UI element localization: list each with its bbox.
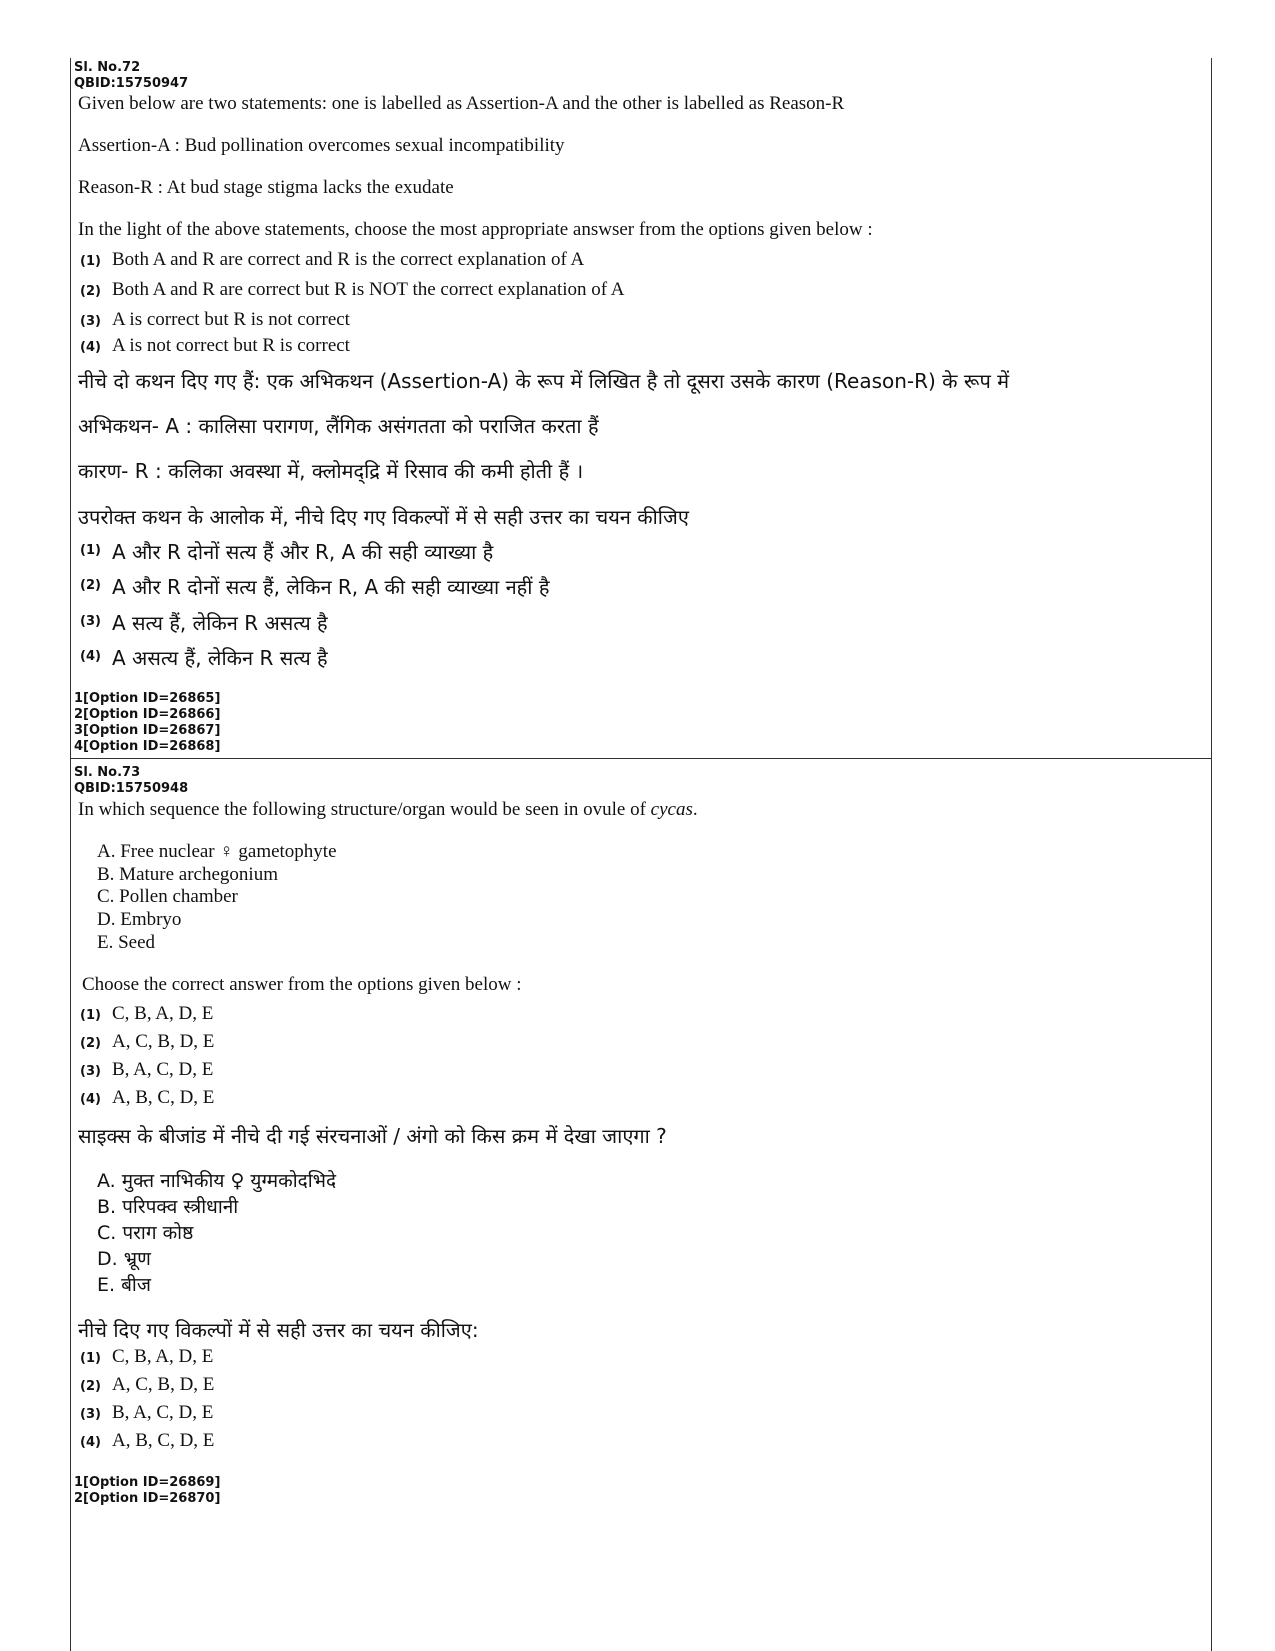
option-text: C, B, A, D, E <box>112 1003 214 1024</box>
list-item: C. Pollen chamber <box>97 886 238 907</box>
qbid: QBID:15750947 <box>74 76 189 91</box>
option-number: (3) <box>80 1064 101 1079</box>
serial-number: Sl. No.72 <box>74 60 141 75</box>
option-text: A, B, C, D, E <box>112 1087 215 1108</box>
option-id: 4[Option ID=26868] <box>74 739 221 754</box>
option-number: (1) <box>80 254 101 269</box>
option-text: Both A and R are correct but R is NOT the correct explanation of A <box>112 279 625 300</box>
option-id: 2[Option ID=26870] <box>74 1491 221 1506</box>
list-item: A. Free nuclear ♀ gametophyte <box>97 841 337 862</box>
option-text: A, C, B, D, E <box>112 1031 215 1052</box>
question-intro: Given below are two statements: one is labelled as Assertion-A and the other is labelled as Reason-R <box>78 93 845 114</box>
instruction-text-hindi: नीचे दिए गए विकल्पों में से सही उत्तर का चयन कीजिए: <box>78 1318 479 1342</box>
option-text: B, A, C, D, E <box>112 1402 214 1423</box>
option-text: A, C, B, D, E <box>112 1374 215 1395</box>
list-item: D. Embryo <box>97 909 182 930</box>
option-text: A और R दोनों सत्य हैं, लेकिन R, A की सही व्याख्या नहीं है <box>112 575 550 599</box>
list-item: E. Seed <box>97 932 156 953</box>
list-item: C. पराग कोष्ठ <box>97 1222 194 1244</box>
instruction-text: Choose the correct answer from the options given below : <box>82 974 522 995</box>
option-text: A is correct but R is not correct <box>112 309 350 330</box>
assertion-text: Assertion-A : Bud pollination overcomes sexual incompatibility <box>78 135 565 156</box>
assertion-text-hindi: अभिकथन- A : कालिसा परागण, लैंगिक असंगतता को पराजित करता हैं <box>78 414 599 438</box>
option-id: 3[Option ID=26867] <box>74 723 221 738</box>
question-text-hindi: साइक्स के बीजांड में नीचे दी गई संरचनाओं / अंगो को किस क्रम में देखा जाएगा ? <box>78 1124 667 1148</box>
option-text: A सत्य हैं, लेकिन R असत्य है <box>112 611 328 635</box>
question-text-italic: cycas <box>650 799 693 820</box>
option-number: (4) <box>80 649 101 664</box>
option-number: (3) <box>80 1407 101 1422</box>
list-item: D. भ्रूण <box>97 1248 151 1270</box>
option-number: (3) <box>80 314 101 329</box>
option-text: A असत्य हैं, लेकिन R सत्य है <box>112 646 328 670</box>
option-number: (4) <box>80 1092 101 1107</box>
question-divider <box>70 758 1211 759</box>
option-text: C, B, A, D, E <box>112 1346 214 1367</box>
option-text: B, A, C, D, E <box>112 1059 214 1080</box>
option-text: A, B, C, D, E <box>112 1430 215 1451</box>
option-number: (3) <box>80 614 101 629</box>
option-number: (1) <box>80 543 101 558</box>
option-id: 2[Option ID=26866] <box>74 707 221 722</box>
option-number: (2) <box>80 1036 101 1051</box>
question-text <box>78 799 698 821</box>
reason-text: Reason-R : At bud stage stigma lacks the exudate <box>78 177 454 198</box>
list-item: B. Mature archegonium <box>97 864 278 885</box>
option-number: (2) <box>80 578 101 593</box>
instruction-text-hindi: उपरोक्त कथन के आलोक में, नीचे दिए गए विकल्पों में से सही उत्तर का चयन कीजिए <box>78 505 689 529</box>
question-intro-hindi: नीचे दो कथन दिए गए हैं: एक अभिकथन (Assertion-A) के रूप में लिखित है तो दूसरा उसके कारण (Reason-R) के रूप में <box>78 369 1010 393</box>
option-number: (1) <box>80 1351 101 1366</box>
option-id: 1[Option ID=26865] <box>74 691 221 706</box>
list-item: E. बीज <box>97 1274 151 1296</box>
list-item: A. मुक्त नाभिकीय ♀ युग्मकोदभिदे <box>97 1170 337 1192</box>
option-text: A is not correct but R is correct <box>112 335 350 356</box>
option-id: 1[Option ID=26869] <box>74 1475 221 1490</box>
serial-number: Sl. No.73 <box>74 765 141 780</box>
option-number: (2) <box>80 1379 101 1394</box>
question-text-end: . <box>692 799 698 820</box>
option-text: A और R दोनों सत्य हैं और R, A की सही व्याख्या है <box>112 540 494 564</box>
qbid: QBID:15750948 <box>74 781 189 796</box>
instruction-text: In the light of the above statements, choose the most appropriate answser from the options given below : <box>78 219 873 240</box>
option-number: (2) <box>80 284 101 299</box>
option-text: Both A and R are correct and R is the correct explanation of A <box>112 249 585 270</box>
question-text-main: In which sequence the following structure/organ would be seen in ovule of <box>78 799 651 820</box>
option-number: (4) <box>80 1435 101 1450</box>
list-item: B. परिपक्व स्त्रीधानी <box>97 1196 239 1218</box>
reason-text-hindi: कारण- R : कलिका अवस्था में, क्लोमद्द्रि में रिसाव की कमी होती हैं । <box>78 459 584 483</box>
option-number: (1) <box>80 1008 101 1023</box>
option-number: (4) <box>80 340 101 355</box>
